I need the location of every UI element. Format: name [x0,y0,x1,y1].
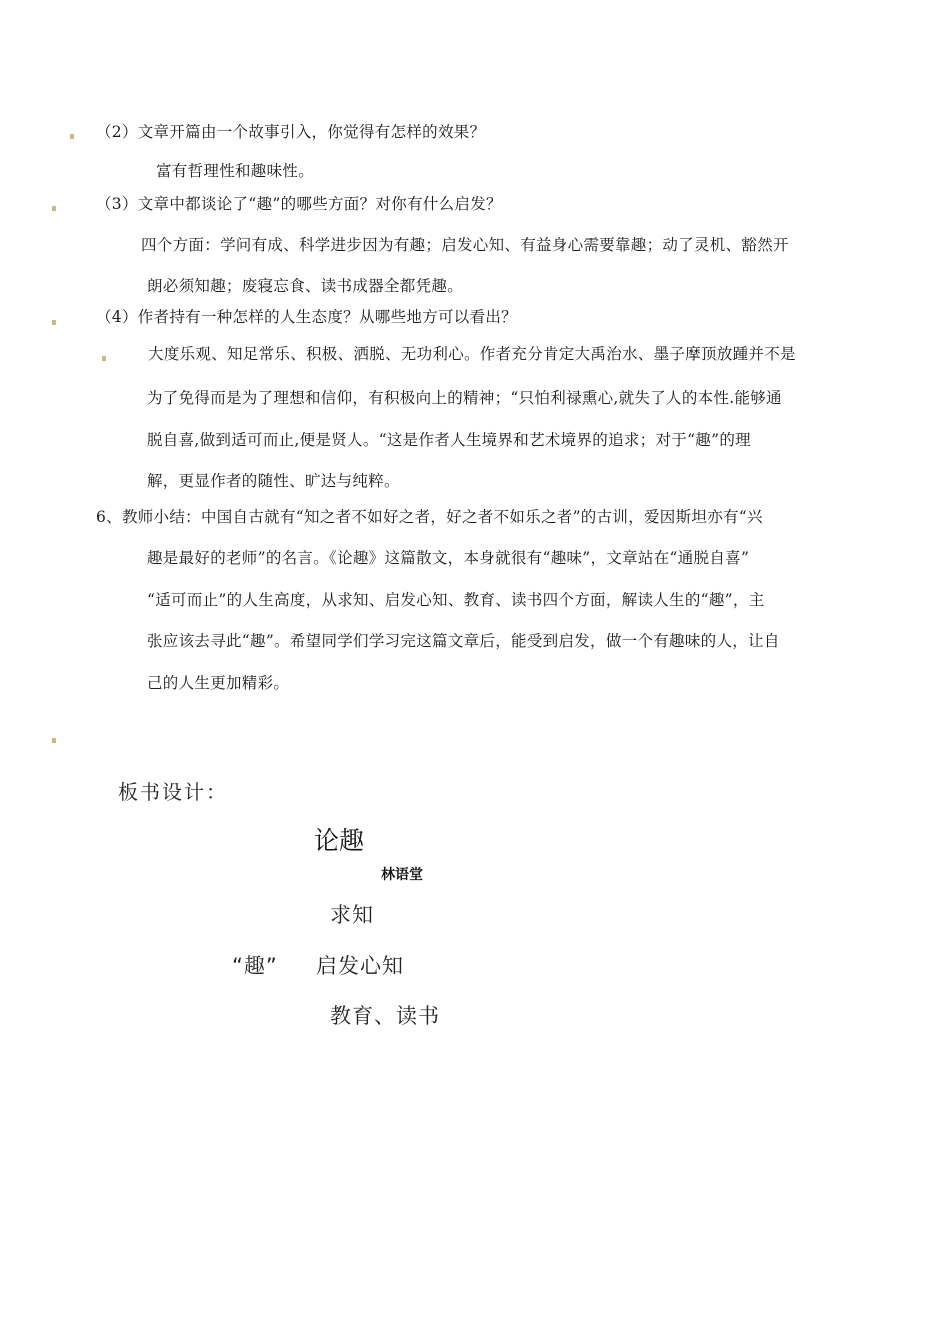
bullet-marker [102,356,106,361]
blackboard-title: 论趣 [314,826,365,855]
answer-3-line-1: 四个方面：学问有成、科学进步因为有趣；启发心知、有益身心需要靠趣；动了灵机、豁然开 [141,236,789,254]
answer-4-line-2: 为了免得而是为了理想和信仰，有积极向上的精神；“只怕利禄熏心,就失了人的本性.能够通 [147,389,782,407]
answer-4-line-1: 大度乐观、知足常乐、积极、洒脱、无功利心。作者充分肯定大禹治水、墨子摩顶放踵并不是 [148,345,796,363]
bullet-marker [52,738,56,743]
answer-4-line-3: 脱自喜,做到适可而止,便是贤人。“这是作者人生境界和艺术境界的追求；对于“趣”的理 [147,431,751,449]
summary-line-3: “适可而止”的人生高度，从求知、启发心知、教育、读书四个方面，解读人生的“趣”，主 [147,591,765,609]
blackboard-label: 板书设计： [118,780,228,804]
blackboard-item-3: 教育、读书 [330,1004,440,1028]
summary-line-2: 趣是最好的老师”的名言。《论趣》这篇散文，本身就很有“趣味”，文章站在“通脱自喜” [147,549,750,567]
blackboard-author: 林语堂 [381,867,423,883]
question-2: （2）文章开篇由一个故事引入，你觉得有怎样的效果？ [96,123,486,141]
question-3: （3）文章中都谈论了“趣”的哪些方面？对你有什么启发？ [96,195,502,213]
blackboard-item-2: 启发心知 [316,954,404,978]
answer-4-line-4: 解，更显作者的随性、旷达与纯粹。 [147,472,400,490]
bullet-marker [52,320,56,325]
summary-line-5: 己的人生更加精彩。 [147,674,290,692]
summary-line-4: 张应该去寻此“趣”。希望同学们学习完这篇文章后，能受到启发，做一个有趣味的人，让自 [147,632,780,650]
answer-3-line-2: 朗必须知趣；废寝忘食、读书成器全都凭趣。 [147,277,464,295]
blackboard-item-1: 求知 [330,903,374,927]
blackboard-center: “趣” [232,954,278,978]
answer-2: 富有哲理性和趣味性。 [156,162,315,180]
bullet-marker [70,134,74,139]
summary-line-1: 6、教师小结：中国自古就有“知之者不如好之者，好之者不如乐之者”的古训，爱因斯坦亦有“兴 [96,508,763,526]
question-4: （4）作者持有一种怎样的人生态度？从哪些地方可以看出？ [96,308,517,326]
bullet-marker [52,206,56,211]
